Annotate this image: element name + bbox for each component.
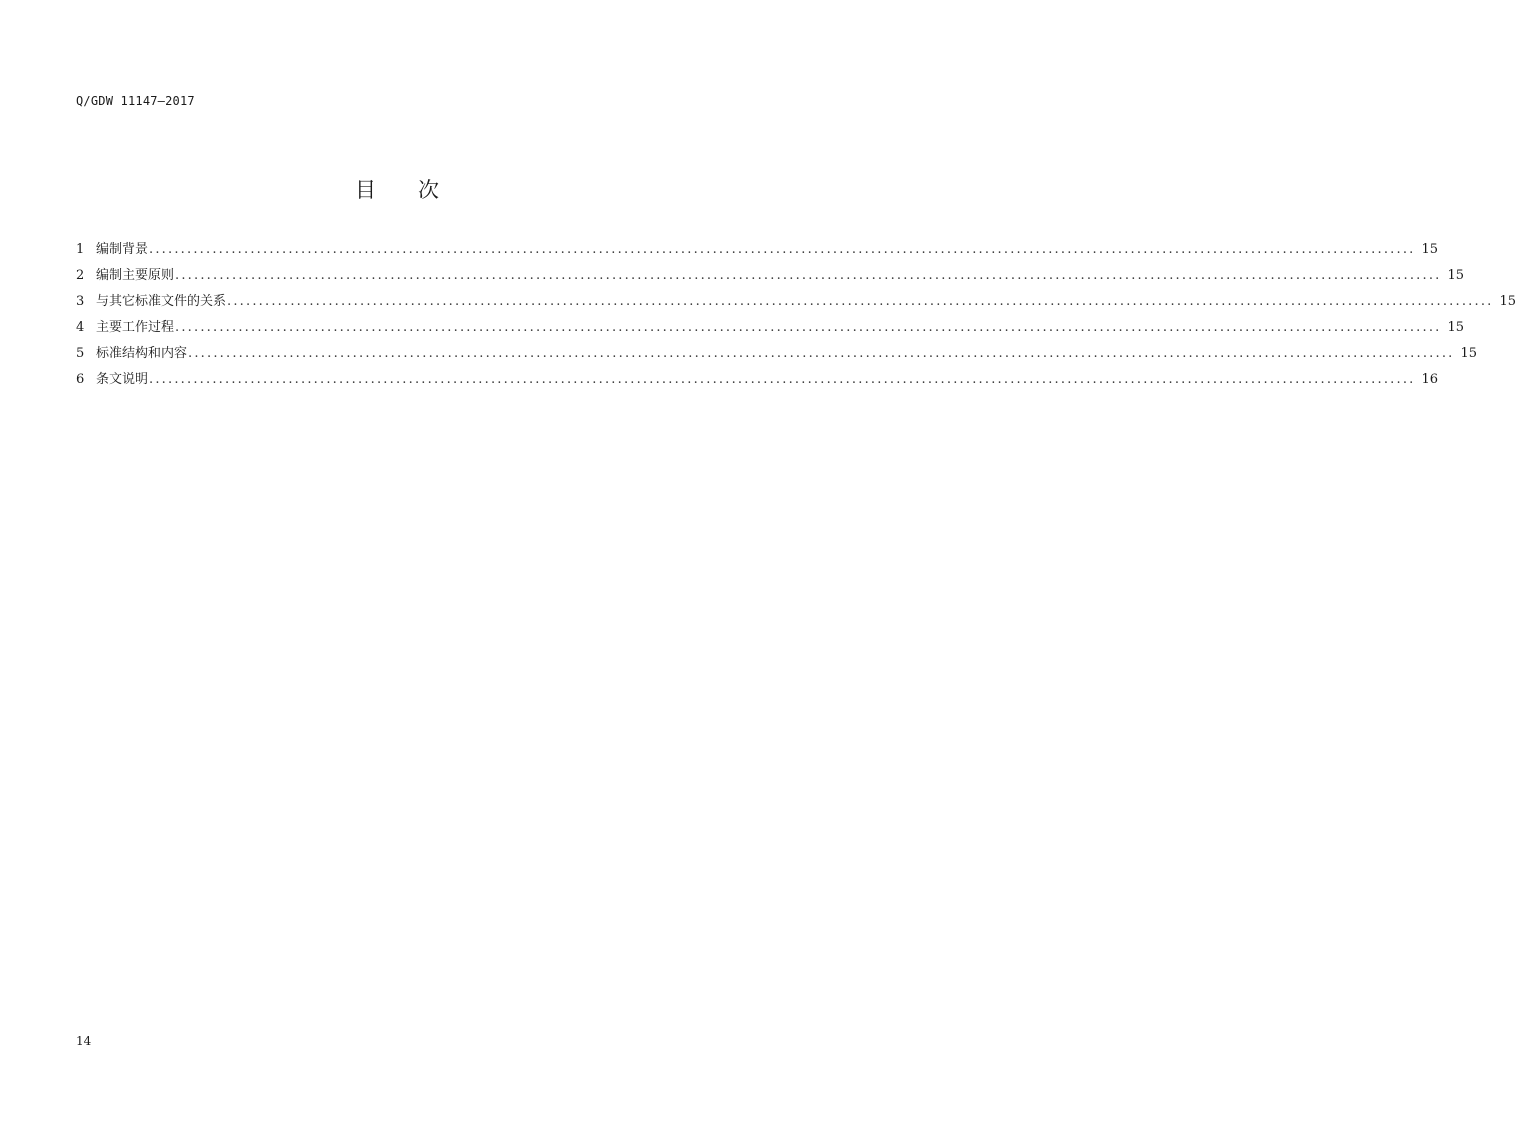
toc-entry[interactable] bbox=[76, 238, 1439, 264]
toc-entry-number: 4 bbox=[76, 320, 85, 335]
toc-entry-page: 16 bbox=[1421, 372, 1439, 387]
toc-leader-dots: ........................................................................................................................................................................................................ bbox=[188, 346, 1455, 361]
page-number: 14 bbox=[76, 1034, 92, 1048]
toc-entry-title: 与其它标准文件的关系 bbox=[96, 294, 227, 309]
toc-entry-page: 15 bbox=[1421, 242, 1439, 257]
toc-leader-dots: ........................................................................................................................................................................................................ bbox=[227, 294, 1494, 309]
document-code: Q/GDW 11147—2017 bbox=[76, 94, 195, 108]
toc-entry-page: 15 bbox=[1460, 346, 1478, 361]
toc-entry-title: 编制主要原则 bbox=[96, 268, 175, 283]
toc-title-char: 次 bbox=[418, 178, 439, 202]
toc-entry-page: 15 bbox=[1499, 294, 1516, 309]
toc-leader-dots: ........................................................................................................................................................................................................ bbox=[149, 372, 1416, 387]
toc-leader-dots: ........................................................................................................................................................................................................ bbox=[175, 268, 1442, 283]
toc-entry-page: 15 bbox=[1447, 320, 1465, 335]
toc-entry[interactable] bbox=[76, 264, 1465, 290]
toc-leader-dots: ........................................................................................................................................................................................................ bbox=[149, 242, 1416, 257]
toc-entry-title: 条文说明 bbox=[96, 372, 149, 387]
toc-title bbox=[0, 174, 794, 204]
toc-title-char: 目 bbox=[355, 178, 376, 202]
toc-entry[interactable] bbox=[76, 368, 1439, 394]
toc-entry[interactable] bbox=[76, 290, 1516, 316]
toc-leader-dots: ........................................................................................................................................................................................................ bbox=[175, 320, 1442, 335]
table-of-contents bbox=[76, 238, 1516, 394]
toc-entry-title: 编制背景 bbox=[96, 242, 149, 257]
toc-entry-number: 5 bbox=[76, 346, 85, 361]
toc-entry-title: 标准结构和内容 bbox=[96, 346, 188, 361]
toc-entry[interactable] bbox=[76, 342, 1478, 368]
toc-entry-number: 3 bbox=[76, 294, 85, 309]
toc-entry[interactable] bbox=[76, 316, 1465, 342]
toc-entry-title: 主要工作过程 bbox=[96, 320, 175, 335]
toc-entry-number: 2 bbox=[76, 268, 85, 283]
toc-entry-number: 6 bbox=[76, 372, 85, 387]
toc-entry-page: 15 bbox=[1447, 268, 1465, 283]
toc-entry-number: 1 bbox=[76, 242, 85, 257]
